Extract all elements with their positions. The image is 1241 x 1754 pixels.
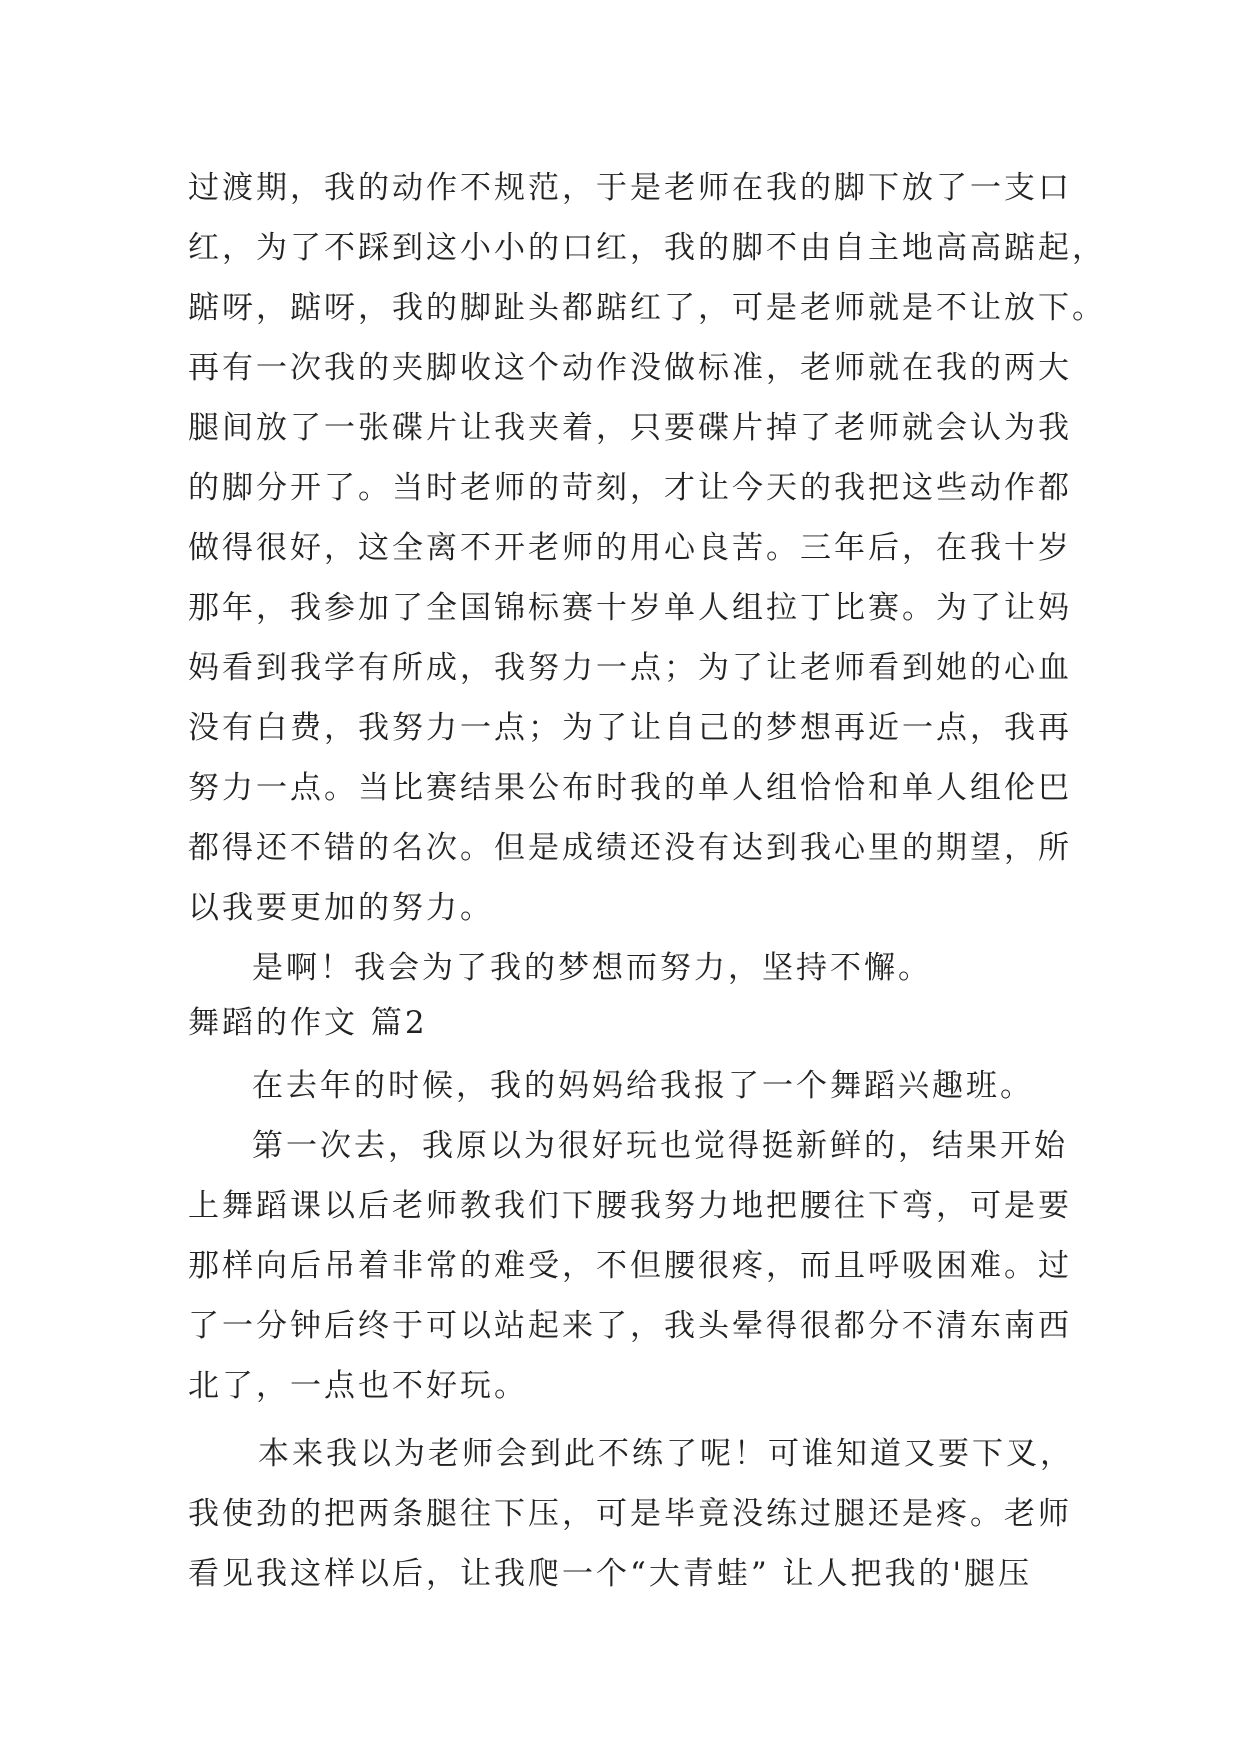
text-line: 看见我这样以后，让我爬一个“大青蛙” 让人把我的'腿压 bbox=[188, 1556, 1033, 1592]
text-line: 做得很好，这全离不开老师的用心良苦。三年后，在我十岁 bbox=[188, 530, 1072, 566]
text-line: 踮呀，踮呀，我的脚趾头都踮红了，可是老师就是不让放下。 bbox=[188, 290, 1106, 326]
text-line: 那年，我参加了全国锦标赛十岁单人组拉丁比赛。为了让妈 bbox=[188, 590, 1072, 626]
text-line: 的脚分开了。当时老师的苛刻，才让今天的我把这些动作都 bbox=[188, 470, 1072, 506]
text-line: 以我要更加的努力。 bbox=[188, 890, 494, 926]
text-line: 妈看到我学有所成，我努力一点；为了让老师看到她的心血 bbox=[188, 650, 1072, 686]
section-heading: 舞蹈的作文 篇2 bbox=[188, 1005, 428, 1041]
text-line: 那样向后吊着非常的难受，不但腰很疼，而且呼吸困难。过 bbox=[188, 1248, 1072, 1284]
text-line: 再有一次我的夹脚收这个动作没做标准，老师就在我的两大 bbox=[188, 350, 1072, 386]
text-line: 腿间放了一张碟片让我夹着，只要碟片掉了老师就会认为我 bbox=[188, 410, 1072, 446]
text-line: 红，为了不踩到这小小的口红，我的脚不由自主地高高踮起， bbox=[188, 230, 1106, 266]
text-line: 了一分钟后终于可以站起来了，我头晕得很都分不清东南西 bbox=[188, 1308, 1072, 1344]
text-line: 北了，一点也不好玩。 bbox=[188, 1368, 528, 1404]
document-body bbox=[188, 158, 1106, 1604]
text-line: 我使劲的把两条腿往下压，可是毕竟没练过腿还是疼。老师 bbox=[188, 1496, 1072, 1532]
closing-paragraph: 是啊！我会为了我的梦想而努力，坚持不懈。 bbox=[252, 950, 932, 986]
paragraph-first-class bbox=[188, 1116, 1072, 1416]
text-line: 上舞蹈课以后老师教我们下腰我努力地把腰往下弯，可是要 bbox=[188, 1188, 1072, 1224]
text-line: 都得还不错的名次。但是成绩还没有达到我心里的期望，所 bbox=[188, 830, 1072, 866]
paragraph-splits bbox=[188, 1424, 1074, 1604]
text-line: 过渡期，我的动作不规范，于是老师在我的脚下放了一支口 bbox=[188, 170, 1072, 206]
text-line: 本来我以为老师会到此不练了呢！可谁知道又要下叉， bbox=[258, 1436, 1074, 1472]
intro-paragraph: 在去年的时候，我的妈妈给我报了一个舞蹈兴趣班。 bbox=[252, 1068, 1034, 1104]
paragraph-training bbox=[188, 158, 1106, 938]
text-line: 第一次去，我原以为很好玩也觉得挺新鲜的，结果开始 bbox=[252, 1128, 1068, 1164]
text-line: 努力一点。当比赛结果公布时我的单人组恰恰和单人组伦巴 bbox=[188, 770, 1072, 806]
text-line: 没有白费，我努力一点；为了让自己的梦想再近一点，我再 bbox=[188, 710, 1072, 746]
spacer bbox=[188, 1048, 1058, 1056]
spacer bbox=[188, 1416, 1058, 1424]
